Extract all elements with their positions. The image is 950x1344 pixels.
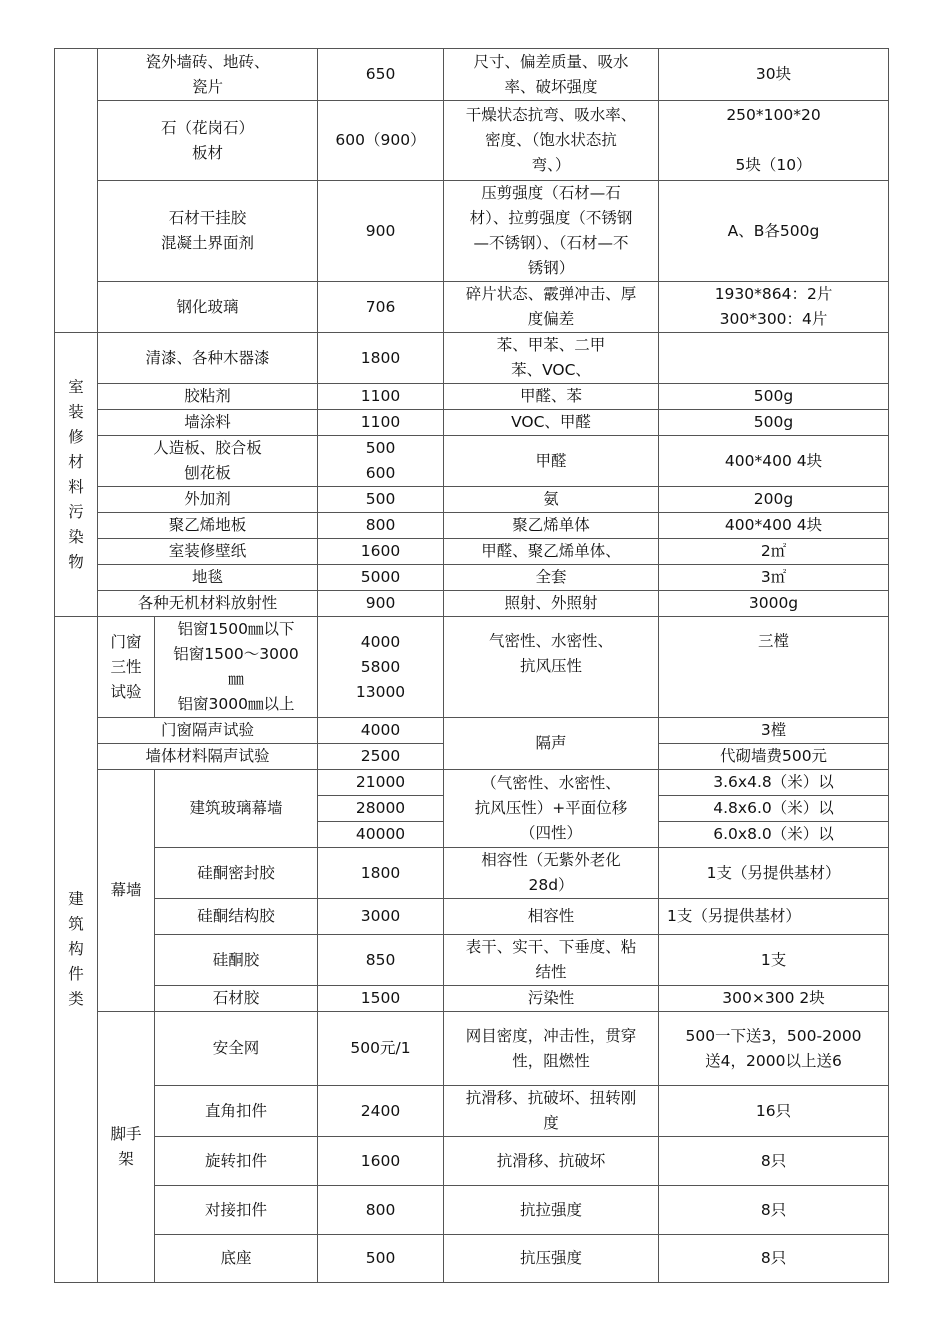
fee: 1600 bbox=[318, 1137, 444, 1186]
sample: 400*400 4块 bbox=[659, 513, 889, 539]
sample: 1支（另提供基材） bbox=[659, 899, 889, 935]
sample: 500一下送3，500-2000 送4，2000以上送6 bbox=[659, 1012, 889, 1086]
sample bbox=[659, 333, 889, 384]
test-items: 相容性 bbox=[444, 899, 659, 935]
sample: 1支 bbox=[659, 935, 889, 986]
category-cell-blank bbox=[55, 49, 98, 333]
fee: 800 bbox=[318, 513, 444, 539]
table-row bbox=[55, 770, 889, 796]
item-name: 硅酮胶 bbox=[155, 935, 318, 986]
item-name: 石材干挂胶 混凝土界面剂 bbox=[98, 181, 318, 282]
sample: 250*100*20 5块（10） bbox=[659, 101, 889, 181]
item-name: 人造板、胶合板 刨花板 bbox=[98, 436, 318, 487]
fee: 500元/1 bbox=[318, 1012, 444, 1086]
table-row bbox=[55, 384, 889, 410]
test-items: 抗拉强度 bbox=[444, 1186, 659, 1235]
sample: 三樘 bbox=[659, 617, 889, 718]
sample: 8只 bbox=[659, 1186, 889, 1235]
test-items: 甲醛 bbox=[444, 436, 659, 487]
sample: 3000g bbox=[659, 591, 889, 617]
group-curtain-wall: 幕墙 bbox=[98, 770, 155, 1012]
table-row bbox=[55, 333, 889, 384]
fee: 28000 bbox=[318, 796, 444, 822]
test-items: 氨 bbox=[444, 487, 659, 513]
fee: 800 bbox=[318, 1186, 444, 1235]
item-name: 建筑玻璃幕墙 bbox=[155, 770, 318, 848]
fee: 900 bbox=[318, 181, 444, 282]
sample: 500g bbox=[659, 384, 889, 410]
fee: 4000 5800 13000 bbox=[318, 617, 444, 718]
category-interior-decoration: 室 装 修 材 料 污 染 物 bbox=[55, 333, 98, 617]
fee: 4000 bbox=[318, 718, 444, 744]
table-row bbox=[55, 1186, 889, 1235]
item-name: 瓷外墙砖、地砖、 瓷片 bbox=[98, 49, 318, 101]
item-name: 各种无机材料放射性 bbox=[98, 591, 318, 617]
test-items: 压剪强度（石材—石 材）、拉剪强度（不锈钢 —不锈钢）、（石材—不 锈钢） bbox=[444, 181, 659, 282]
table-row bbox=[55, 282, 889, 333]
test-items: 甲醛、聚乙烯单体、 bbox=[444, 539, 659, 565]
fee: 600（900） bbox=[318, 101, 444, 181]
item-name: 石材胶 bbox=[155, 986, 318, 1012]
fee: 1800 bbox=[318, 848, 444, 899]
test-items: VOC、甲醛 bbox=[444, 410, 659, 436]
sample: 30块 bbox=[659, 49, 889, 101]
item-name: 安全网 bbox=[155, 1012, 318, 1086]
fee-table bbox=[54, 48, 889, 1283]
item-name: 清漆、各种木器漆 bbox=[98, 333, 318, 384]
sample: A、B各500g bbox=[659, 181, 889, 282]
fee: 2500 bbox=[318, 744, 444, 770]
test-items: 碎片状态、霰弹冲击、厚 度偏差 bbox=[444, 282, 659, 333]
table-row bbox=[55, 565, 889, 591]
group-scaffold: 脚手 架 bbox=[98, 1012, 155, 1283]
fee: 500 bbox=[318, 487, 444, 513]
sample: 200g bbox=[659, 487, 889, 513]
table-row bbox=[55, 101, 889, 181]
item-name: 室装修壁纸 bbox=[98, 539, 318, 565]
table-row bbox=[55, 718, 889, 744]
test-items: 照射、外照射 bbox=[444, 591, 659, 617]
fee: 21000 bbox=[318, 770, 444, 796]
test-items: （气密性、水密性、 抗风压性）+平面位移 （四性） bbox=[444, 770, 659, 848]
table-row bbox=[55, 935, 889, 986]
fee: 850 bbox=[318, 935, 444, 986]
item-name: 对接扣件 bbox=[155, 1186, 318, 1235]
test-items: 抗滑移、抗破坏 bbox=[444, 1137, 659, 1186]
sample: 400*400 4块 bbox=[659, 436, 889, 487]
item-name: 聚乙烯地板 bbox=[98, 513, 318, 539]
fee: 3000 bbox=[318, 899, 444, 935]
table-row bbox=[55, 49, 889, 101]
fee: 2400 bbox=[318, 1086, 444, 1137]
sample: 6.0x8.0（米）以 bbox=[659, 822, 889, 848]
sample: 1930*864：2片 300*300：4片 bbox=[659, 282, 889, 333]
test-items: 气密性、水密性、 抗风压性 bbox=[444, 617, 659, 718]
test-items: 表干、实干、下垂度、粘 结性 bbox=[444, 935, 659, 986]
test-items: 抗压强度 bbox=[444, 1235, 659, 1283]
sample: 3㎡ bbox=[659, 565, 889, 591]
sample: 8只 bbox=[659, 1137, 889, 1186]
item-name: 门窗隔声试验 bbox=[98, 718, 318, 744]
sample: 3.6x4.8（米）以 bbox=[659, 770, 889, 796]
item-name: 直角扣件 bbox=[155, 1086, 318, 1137]
table-row bbox=[55, 848, 889, 899]
item-name: 石（花岗石） 板材 bbox=[98, 101, 318, 181]
item-name: 钢化玻璃 bbox=[98, 282, 318, 333]
sample: 4.8x6.0（米）以 bbox=[659, 796, 889, 822]
table-row bbox=[55, 539, 889, 565]
item-name: 铝窗1500㎜以下 铝窗1500～3000 ㎜ 铝窗3000㎜以上 bbox=[155, 617, 318, 718]
table-row bbox=[55, 1235, 889, 1283]
table-row bbox=[55, 1012, 889, 1086]
test-items: 网目密度，冲击性，贯穿 性，阻燃性 bbox=[444, 1012, 659, 1086]
table-row bbox=[55, 1137, 889, 1186]
fee: 500 600 bbox=[318, 436, 444, 487]
test-items: 抗滑移、抗破坏、扭转刚 度 bbox=[444, 1086, 659, 1137]
fee: 706 bbox=[318, 282, 444, 333]
sample: 3樘 bbox=[659, 718, 889, 744]
item-name: 旋转扣件 bbox=[155, 1137, 318, 1186]
table-row bbox=[55, 436, 889, 487]
group-door-window: 门窗 三性 试验 bbox=[98, 617, 155, 718]
sample: 16只 bbox=[659, 1086, 889, 1137]
fee: 1100 bbox=[318, 384, 444, 410]
sample: 300×300 2块 bbox=[659, 986, 889, 1012]
category-building-components: 建 筑 构 件 类 bbox=[55, 617, 98, 1283]
test-items: 全套 bbox=[444, 565, 659, 591]
fee: 5000 bbox=[318, 565, 444, 591]
item-name: 底座 bbox=[155, 1235, 318, 1283]
test-items: 污染性 bbox=[444, 986, 659, 1012]
item-name: 墙涂料 bbox=[98, 410, 318, 436]
item-name: 地毯 bbox=[98, 565, 318, 591]
test-items: 甲醛、苯 bbox=[444, 384, 659, 410]
test-items: 相容性（无紫外老化 28d） bbox=[444, 848, 659, 899]
fee: 40000 bbox=[318, 822, 444, 848]
table-row bbox=[55, 487, 889, 513]
test-items: 苯、甲苯、二甲 苯、VOC、 bbox=[444, 333, 659, 384]
item-name: 墙体材料隔声试验 bbox=[98, 744, 318, 770]
test-items: 聚乙烯单体 bbox=[444, 513, 659, 539]
table-row bbox=[55, 986, 889, 1012]
item-name: 硅酮结构胶 bbox=[155, 899, 318, 935]
fee: 1100 bbox=[318, 410, 444, 436]
sample: 500g bbox=[659, 410, 889, 436]
sample: 8只 bbox=[659, 1235, 889, 1283]
table-row bbox=[55, 513, 889, 539]
fee: 1800 bbox=[318, 333, 444, 384]
sample: 1支（另提供基材） bbox=[659, 848, 889, 899]
item-name: 胶粘剂 bbox=[98, 384, 318, 410]
fee: 1600 bbox=[318, 539, 444, 565]
fee: 500 bbox=[318, 1235, 444, 1283]
sample: 2㎡ bbox=[659, 539, 889, 565]
fee: 1500 bbox=[318, 986, 444, 1012]
table-row bbox=[55, 1086, 889, 1137]
test-items: 隔声 bbox=[444, 718, 659, 770]
fee: 900 bbox=[318, 591, 444, 617]
table-row bbox=[55, 591, 889, 617]
table-row bbox=[55, 899, 889, 935]
test-items: 干燥状态抗弯、吸水率、 密度、（饱水状态抗 弯、） bbox=[444, 101, 659, 181]
test-items: 尺寸、偏差质量、吸水 率、破坏强度 bbox=[444, 49, 659, 101]
table-row bbox=[55, 617, 889, 718]
table-row bbox=[55, 410, 889, 436]
sample: 代砌墙费500元 bbox=[659, 744, 889, 770]
fee: 650 bbox=[318, 49, 444, 101]
item-name: 硅酮密封胶 bbox=[155, 848, 318, 899]
item-name: 外加剂 bbox=[98, 487, 318, 513]
table-row bbox=[55, 181, 889, 282]
